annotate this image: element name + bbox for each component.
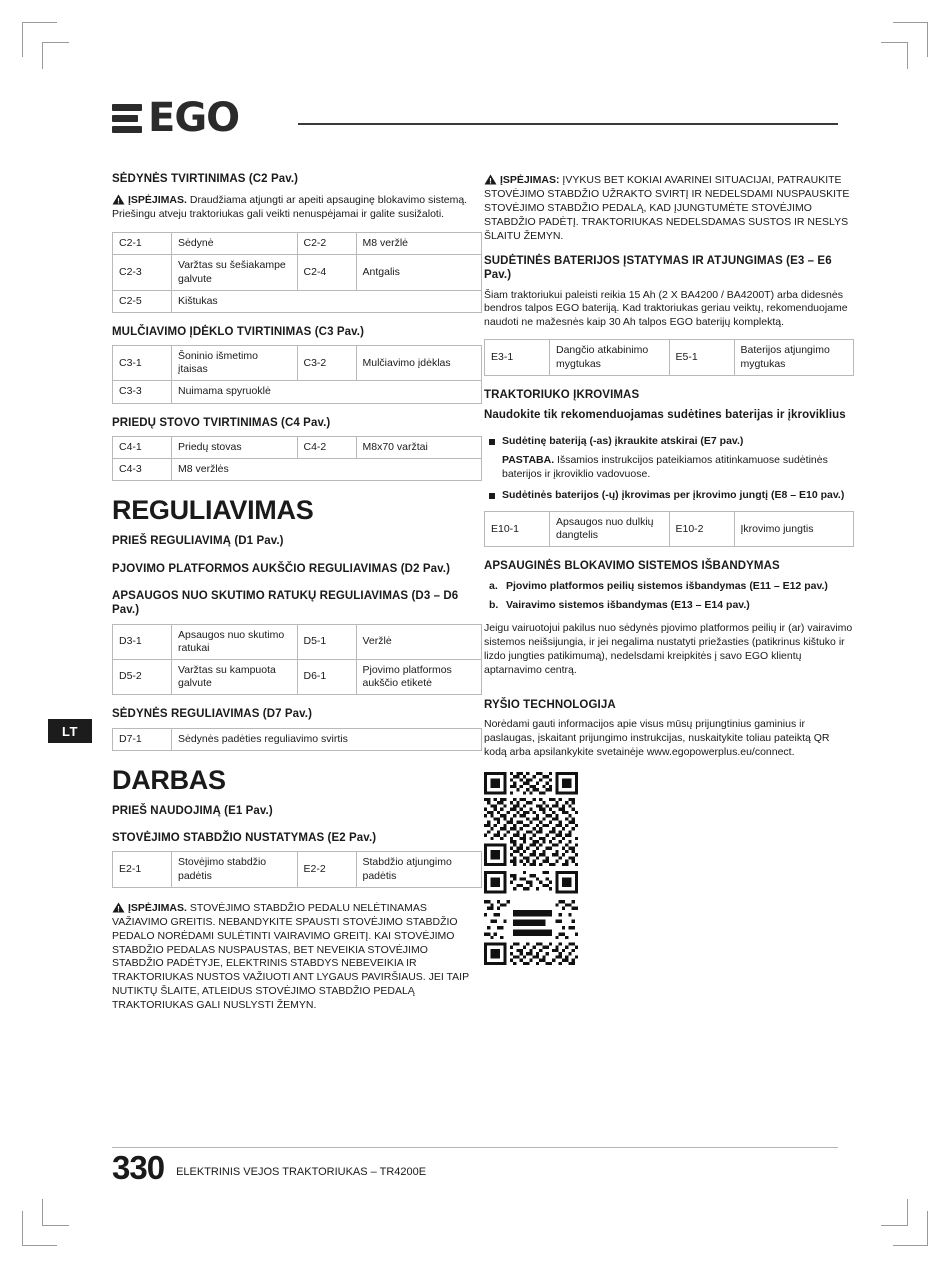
logo-bars-icon [112, 104, 142, 133]
crop-mark-top-left-inner [42, 42, 69, 69]
header-divider [298, 123, 838, 125]
table-c4 [112, 436, 482, 481]
table-row [113, 852, 482, 887]
cell-value: Veržlė [356, 624, 482, 659]
qr-code-group [484, 772, 582, 965]
section-safety-interlock-test: APSAUGINĖS BLOKAVIMO SISTEMOS IŠBANDYMAS [484, 560, 780, 573]
cell-key: C4-3 [113, 459, 172, 481]
paragraph-communication: Norėdami gauti informacijos apie visus mūsų prijungtinius gaminius ir paslaugas, įskaitant prijungimo instrukcijas, nuskaitykite toliau pateiktą QR kodą arba apsilankykite svetainėje www.egopowerplus.eu/connect. [484, 717, 830, 758]
table-row [113, 659, 482, 694]
list-item-label: Sudėtinę bateriją (-as) įkraukite atskirai (E7 pav.) [502, 435, 744, 448]
warning-triangle-icon [484, 174, 497, 185]
cell-value: Nuimama spyruoklė [172, 381, 482, 403]
warning-parking-brake [112, 900, 482, 1014]
cell-key: C2-3 [113, 255, 172, 290]
page-header [112, 96, 838, 148]
cell-key: C2-2 [297, 233, 356, 255]
crop-mark-top-right-inner [881, 42, 908, 69]
table-row [113, 624, 482, 659]
section-accessory-rack: PRIEDŲ STOVO TVIRTINIMAS (C4 Pav.) [112, 416, 331, 429]
page-footer [112, 1147, 838, 1186]
table-d [112, 624, 482, 696]
cell-key: C4-2 [297, 436, 356, 458]
section-battery-install: SUDĖTINĖS BATERIJOS ĮSTATYMAS IR ATJUNGIMAS (E3 – E6 Pav.) [484, 254, 832, 282]
left-column [112, 172, 482, 1023]
qr-code-secondary [484, 871, 578, 965]
cell-value: M8 veržlė [356, 233, 482, 255]
warning-emergency-lead: ĮSPĖJIMAS: [500, 174, 560, 186]
cell-value: Šoninio išmetimo įtaisas [172, 346, 298, 381]
cell-key: D5-2 [113, 659, 172, 694]
table-row [485, 512, 854, 547]
cell-value: Varžtas su šešiakampe galvute [172, 255, 298, 290]
section-parking-brake: STOVĖJIMO STABDŽIO NUSTATYMAS (E2 Pav.) [112, 832, 377, 845]
cell-key: C2-4 [297, 255, 356, 290]
cell-value: Pjovimo platformos aukščio etiketė [356, 659, 482, 694]
table-row [113, 255, 482, 290]
logo-text: EGO [148, 95, 240, 141]
table-e10 [484, 511, 854, 547]
heading-operation: DARBAS [112, 764, 226, 795]
cell-key: C3-2 [297, 346, 356, 381]
cell-key: D6-1 [297, 659, 356, 694]
cell-value: Stabdžio atjungimo padėtis [356, 852, 482, 887]
cell-key: E10-2 [669, 512, 734, 547]
warning-brake-text: STOVĖJIMO STABDŽIO PEDALU NELĖTINAMAS VAŽIAVIMO GREITIS. NEBANDYKITE SPAUSTI STOVĖJIMO STABDŽIO PEDALO NORĖDAMI SULĖTINTI VAIRAVIMO GREITĮ. KAI STOVĖJIMO STABDŽIO PEDALAS NUSPAUSTAS, BET NEVEIKIA STOVĖJIMO STABDŽIO PADĖTYJE, ELEKTRINIS STABDYS NEBEVEIKIA IR TRAKTORIUKAS NUSTOS VAŽIUOTI ANT LYGAUS PAVIRŠIAUS. JEI TAIP NUTIKTŲ ŠLAITE, ATLEIDUS STOVĖJIMO STABDŽIO PEDALĄ TRAKTORIUKAS GALI NUSLYSTI ŽEMYN. [112, 901, 469, 1012]
cell-key: D7-1 [113, 728, 172, 750]
cell-value: M8x70 varžtai [356, 436, 482, 458]
list-item [502, 435, 854, 482]
qr-code-primary [484, 772, 578, 866]
section-communication-technology: RYŠIO TECHNOLOGIJA [484, 698, 616, 711]
cell-key: D5-1 [297, 624, 356, 659]
note-lead: PASTABA. [502, 454, 555, 467]
page-number: 330 [112, 1148, 165, 1186]
cell-value: Įkrovimo jungtis [734, 512, 854, 547]
warning-triangle-icon [112, 194, 125, 205]
list-item: Vairavimo sistemos išbandymas (E13 – E14 pav.) [506, 598, 750, 611]
table-row [113, 381, 482, 403]
section-before-use: PRIEŠ NAUDOJIMĄ (E1 Pav.) [112, 804, 273, 817]
section-charging: TRAKTORIUKO ĮKROVIMAS [484, 388, 640, 401]
list-item [502, 489, 854, 503]
list-item-label: Sudėtinės baterijos (-ų) įkrovimas per įkrovimo jungtį (E8 – E10 pav.) [502, 489, 845, 502]
footer-title: ELEKTRINIS VEJOS TRAKTORIUKAS – TR4200E [176, 1166, 427, 1178]
cell-value: Apsaugos nuo dulkių dangtelis [550, 512, 670, 547]
section-deck-height: PJOVIMO PLATFORMOS AUKŠČIO REGULIAVIMAS (D2 Pav.) [112, 562, 451, 575]
table-row [485, 340, 854, 375]
table-row [113, 346, 482, 381]
list-item: Pjovimo platformos peilių sistemos išbandymas (E11 – E12 pav.) [506, 579, 828, 592]
charging-bullet-list [484, 435, 854, 503]
crop-mark-bottom-left-inner [42, 1199, 69, 1226]
cell-value: Priedų stovas [172, 436, 298, 458]
note-text: Išsamios instrukcijos pateikiamos atitinkamuose sudėtinės baterijos ir įkroviklio vadovuose. [502, 454, 828, 481]
cell-value: Sėdynės padėties reguliavimo svirtis [172, 728, 482, 750]
cell-value: Apsaugos nuo skutimo ratukai [172, 624, 298, 659]
cell-key: E5-1 [669, 340, 734, 375]
table-row [113, 290, 482, 312]
section-seat-mounting: SĖDYNĖS TVIRTINIMAS (C2 Pav.) [112, 173, 299, 185]
heading-adjustment: REGULIAVIMAS [112, 495, 314, 526]
paragraph-safety: Jeigu vairuotojui pakilus nuo sėdynės pjovimo platformos peilių ir (ar) vairavimo sistemos neišsijungia, ir jei negalima nustatyti priežasties (patikrinus kištuko ir lizdo jungties patikimumą), nedelsdami kreipkitės į savo EGO klientų aptarnavimo centrą. [484, 621, 853, 676]
table-e3 [484, 339, 854, 375]
cell-key: E10-1 [485, 512, 550, 547]
cell-value: Dangčio atkabinimo mygtukas [550, 340, 670, 375]
cell-key: E3-1 [485, 340, 550, 375]
table-row [113, 728, 482, 750]
list-item-note [502, 454, 854, 482]
cell-key: C2-1 [113, 233, 172, 255]
right-column [484, 172, 854, 965]
warning-brake-lead: ĮSPĖJIMAS. [128, 901, 187, 914]
warning-emergency [484, 172, 854, 244]
paragraph-battery: Šiam traktoriukui paleisti reikia 15 Ah (2 X BA4200 / BA4200T) arba didesnės bendros talpos EGO bateriją. Kad traktoriukas geriau veiktų, rekomenduojame naudoti ne mažesnės kaip 30 Ah talpos EGO baterijų komplektą. [484, 288, 848, 329]
warning-seat-lead: ĮSPĖJIMAS. [128, 194, 187, 207]
table-row [113, 436, 482, 458]
safety-test-list [484, 580, 854, 613]
table-e2 [112, 851, 482, 887]
subsection-recommended-batteries: Naudokite tik rekomenduojamas sudėtines baterijas ir įkroviklius [484, 409, 846, 421]
cell-value: Stovėjimo stabdžio padėtis [172, 852, 298, 887]
table-d7 [112, 728, 482, 751]
table-row [113, 459, 482, 481]
section-anti-scalp-wheels: APSAUGOS NUO SKUTIMO RATUKŲ REGULIAVIMAS (D3 – D6 Pav.) [112, 589, 459, 617]
warning-emergency-text: ĮVYKUS BET KOKIAI AVARINEI SITUACIJAI, PATRAUKITE STOVĖJIMO STABDŽIO UŽRAKTO SVIRTĮ IR NEDELSDAMI NUSPAUSKITE STOVĖJIMO STABDŽIO PEDALĄ, KAD ĮJUNGTUMĖTE STOVĖJIMO STABDŽIO PADĖTĮ. TRAKTORIUKAS NEDELSDAMAS SUSTOS IR NESLYS ŠLAITU ŽEMYN. [484, 174, 850, 242]
section-before-adjustment: PRIEŠ REGULIAVIMĄ (D1 Pav.) [112, 535, 284, 548]
crop-mark-bottom-right-inner [881, 1199, 908, 1226]
cell-value: Sėdynė [172, 233, 298, 255]
cell-key: E2-2 [297, 852, 356, 887]
cell-value: M8 veržlės [172, 459, 482, 481]
section-mulch-insert: MULČIAVIMO ĮDĖKLO TVIRTINIMAS (C3 Pav.) [112, 325, 365, 338]
warning-triangle-icon [112, 902, 125, 913]
cell-key: E2-1 [113, 852, 172, 887]
warning-seat-text: Draudžiama atjungti ar apeiti apsauginę blokavimo sistemą. Priešingu atveju traktoriukas gali veikti nenuspėjamai ir galite susižaloti. [112, 194, 468, 221]
table-c3 [112, 345, 482, 403]
cell-key: D3-1 [113, 624, 172, 659]
cell-value: Antgalis [356, 255, 482, 290]
cell-value: Kištukas [172, 290, 482, 312]
section-seat-adjustment: SĖDYNĖS REGULIAVIMAS (D7 Pav.) [112, 708, 313, 721]
footer-divider [112, 1147, 838, 1148]
cell-key: C2-5 [113, 290, 172, 312]
cell-value: Baterijos atjungimo mygtukas [734, 340, 854, 375]
cell-key: C3-3 [113, 381, 172, 403]
cell-value: Varžtas su kampuota galvute [172, 659, 298, 694]
warning-seat [112, 192, 482, 222]
table-row [113, 233, 482, 255]
language-tab: LT [48, 719, 92, 743]
cell-value: Mulčiavimo įdėklas [356, 346, 482, 381]
ego-logo [112, 96, 282, 140]
table-c2 [112, 232, 482, 313]
cell-key: C4-1 [113, 436, 172, 458]
cell-key: C3-1 [113, 346, 172, 381]
